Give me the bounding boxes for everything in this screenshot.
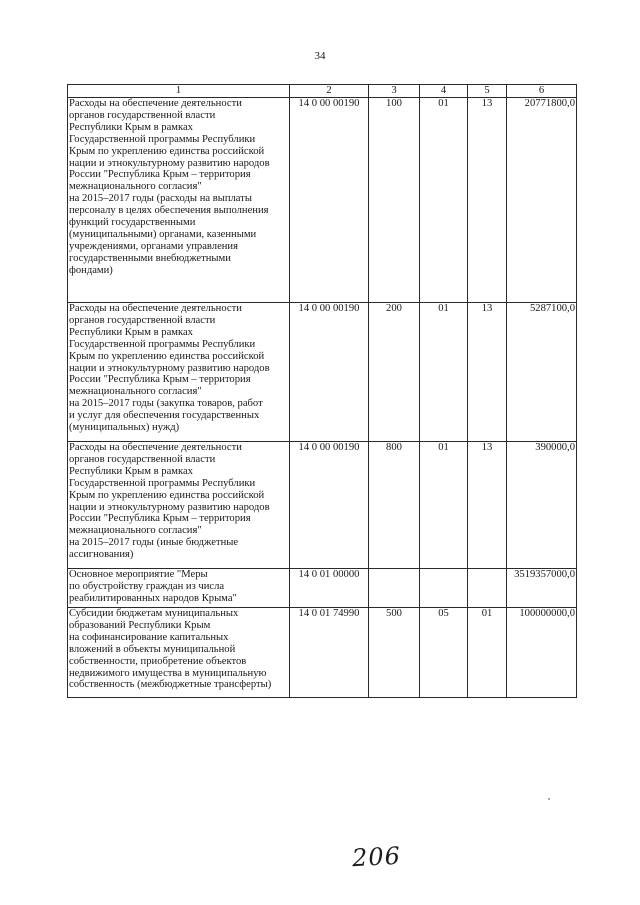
row-description: Субсидии бюджетам муниципальных образований Республики Крым на софинансирование капитальных вложений в объекты муниципальной собственности, приобретение объектов недвижимого имущества в муниципальную собственность (межбюджетные трансферты) bbox=[68, 608, 290, 698]
row-vr-code: 500 bbox=[369, 608, 420, 698]
column-header-pr: 5 bbox=[468, 85, 507, 98]
row-vr-code: 800 bbox=[369, 442, 420, 569]
row-rz-code: 01 bbox=[420, 98, 468, 303]
row-csr-code: 14 0 01 00000 bbox=[290, 569, 369, 608]
row-csr-code: 14 0 00 00190 bbox=[290, 98, 369, 303]
row-pr-code: 13 bbox=[468, 303, 507, 442]
column-header-amount: 6 bbox=[507, 85, 577, 98]
table-row bbox=[68, 303, 577, 442]
table-row bbox=[68, 442, 577, 569]
column-header-description: 1 bbox=[68, 85, 290, 98]
row-pr-code: 01 bbox=[468, 608, 507, 698]
column-header-vr: 3 bbox=[369, 85, 420, 98]
row-amount: 100000000,0 bbox=[507, 608, 577, 698]
row-description: Расходы на обеспечение деятельности органов государственной власти Республики Крым в рамках Государственной программы Республики Крым по укреплению единства российской нации и этнокультурному развитию народов России "Республика Крым – территория межнационального согласия" на 2015–2017 годы (расходы на выплаты персоналу в целях обеспечения выполнения функций государственными (муниципальными) органами, казенными учреждениями, органами управления государственными внебюджетными фондами) bbox=[68, 98, 290, 303]
row-vr-code: 100 bbox=[369, 98, 420, 303]
row-csr-code: 14 0 01 74990 bbox=[290, 608, 369, 698]
row-description: Расходы на обеспечение деятельности органов государственной власти Республики Крым в рамках Государственной программы Республики Крым по укреплению единства российской нации и этнокультурному развитию народов России "Республика Крым – территория межнационального согласия" на 2015–2017 годы (иные бюджетные ассигнования) bbox=[68, 442, 290, 569]
row-vr-code: 200 bbox=[369, 303, 420, 442]
row-rz-code: 01 bbox=[420, 303, 468, 442]
row-pr-code: 13 bbox=[468, 98, 507, 303]
row-rz-code bbox=[420, 569, 468, 608]
budget-table bbox=[67, 84, 577, 698]
row-amount: 390000,0 bbox=[507, 442, 577, 569]
row-description: Расходы на обеспечение деятельности органов государственной власти Республики Крым в рамках Государственной программы Республики Крым по укреплению единства российской нации и этнокультурному развитию народов России "Республика Крым – территория межнационального согласия" на 2015–2017 годы (закупка товаров, работ и услуг для обеспечения государственных (муниципальных) нужд) bbox=[68, 303, 290, 442]
handwritten-page-note: 206 bbox=[351, 841, 402, 873]
table-row bbox=[68, 608, 577, 698]
scan-speck bbox=[548, 798, 550, 800]
column-header-csr: 2 bbox=[290, 85, 369, 98]
row-csr-code: 14 0 00 00190 bbox=[290, 303, 369, 442]
row-pr-code: 13 bbox=[468, 442, 507, 569]
table-header-row bbox=[68, 85, 577, 98]
row-amount: 3519357000,0 bbox=[507, 569, 577, 608]
row-amount: 5287100,0 bbox=[507, 303, 577, 442]
page-number: 34 bbox=[314, 50, 326, 62]
row-description: Основное мероприятие "Меры по обустройству граждан из числа реабилитированных народов Крыма" bbox=[68, 569, 290, 608]
row-vr-code bbox=[369, 569, 420, 608]
row-rz-code: 05 bbox=[420, 608, 468, 698]
row-rz-code: 01 bbox=[420, 442, 468, 569]
column-header-rz: 4 bbox=[420, 85, 468, 98]
row-pr-code bbox=[468, 569, 507, 608]
row-csr-code: 14 0 00 00190 bbox=[290, 442, 369, 569]
table-row bbox=[68, 569, 577, 608]
row-amount: 20771800,0 bbox=[507, 98, 577, 303]
table-row bbox=[68, 98, 577, 303]
